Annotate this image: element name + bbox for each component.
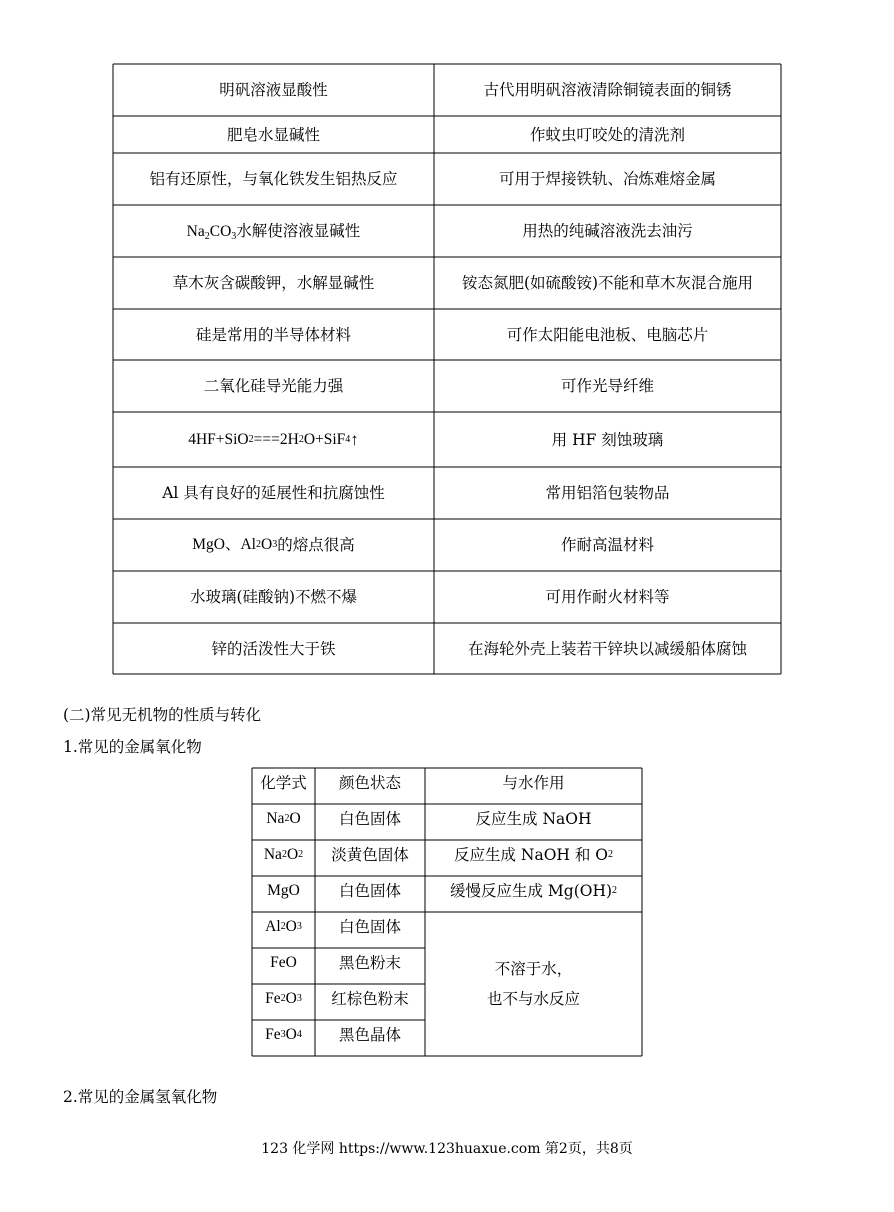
table1-cell-property: 硅是常用的半导体材料 <box>195 325 351 344</box>
table1-cell-application: 可作太阳能电池板、电脑芯片 <box>506 325 709 344</box>
table1-cell-application: 铵态氮肥(如硫酸铵)不能和草木灰混合施用 <box>461 274 754 292</box>
table2-formula: Fe 2 O 3 <box>265 990 302 1007</box>
table1-cell-application: 作耐高温材料 <box>560 536 654 554</box>
table1-cell-application: 用 HF 刻蚀玻璃 <box>551 430 664 449</box>
table1-cell-application: 用热的纯碱溶液洗去油污 <box>522 222 693 240</box>
table1-cell-application: 常用铝箔包装物品 <box>545 484 670 502</box>
table1-cell-property: 水玻璃(硅酸钠)不燃不爆 <box>189 588 358 606</box>
table2-formula: Fe 3 O 4 <box>265 1026 302 1043</box>
table2-water: 反应生成 NaOH <box>475 810 592 828</box>
table1-cell-equation: 4HF+SiO 2 ===2H 2 O+SiF 4 ↑ <box>188 429 359 449</box>
table1-cell-property: 肥皂水显碱性 <box>226 125 320 144</box>
table1-cell-application: 作蚊虫叮咬处的清洗剂 <box>529 125 685 144</box>
gas-up-arrow-icon: ↑ <box>350 429 359 449</box>
merged-line-1: 不溶于水， <box>494 960 573 978</box>
table1-cell-property: 锌的活泼性大于铁 <box>211 639 336 658</box>
table2-water: 缓慢反应生成 Mg(OH) 2 <box>449 882 618 900</box>
table1-cell-application: 古代用明矾溶液清除铜镜表面的铜锈 <box>483 81 732 99</box>
table1-cell-property: MgO、Al 2 O 3 的熔点很高 <box>192 536 355 554</box>
table2-formula: FeO <box>270 954 297 971</box>
table2-color: 白色固体 <box>338 810 401 828</box>
table1-cell-property: $Na_2CO_3$ 水解使溶液显碱性 <box>186 222 361 242</box>
table1-cell-application: 可作光导纤维 <box>560 377 654 395</box>
table2-water-merged <box>425 912 642 1056</box>
table1-cell-application: 可用作耐火材料等 <box>545 588 670 606</box>
table1-cell-application: 可用于焊接铁轨、冶炼难熔金属 <box>498 170 716 188</box>
sub-heading-metal-hydroxides: 2.常见的金属氢氧化物 <box>63 1088 218 1106</box>
table1-cell-application: 在海轮外壳上装若干锌块以减缓船体腐蚀 <box>467 639 747 658</box>
table2-color: 红棕色粉末 <box>331 990 409 1008</box>
table1-cell-property: 草木灰含碳酸钾，水解显碱性 <box>172 274 375 292</box>
table2-color: 淡黄色固体 <box>331 846 409 864</box>
table2-color: 白色固体 <box>338 882 401 900</box>
table1-cell-property: 铝有还原性，与氧化铁发生铝热反应 <box>149 170 398 188</box>
page-footer: 123 化学网 https://www.123huaxue.com 第2页，共8页 <box>261 1141 633 1157</box>
table1-cell-property: 二氧化硅导光能力强 <box>203 377 344 395</box>
table2-formula: MgO <box>267 882 300 899</box>
table2-formula: Al 2 O 3 <box>265 918 302 935</box>
table2-header-color: 颜色状态 <box>338 774 401 792</box>
section-heading: (二)常见无机物的性质与转化 <box>63 706 262 724</box>
table2-formula: Na 2 O <box>266 810 301 827</box>
table1-cell-property: 明矾溶液显酸性 <box>219 81 328 99</box>
table1-cell-property: Al 具有良好的延展性和抗腐蚀性 <box>162 484 385 502</box>
table2-formula: Na 2 O 2 <box>263 846 304 863</box>
table2-color: 黑色晶体 <box>338 1026 401 1044</box>
table2-header-water: 与水作用 <box>502 774 565 792</box>
table2-color: 黑色粉末 <box>338 954 401 972</box>
table2-water: 反应生成 NaOH 和 O 2 <box>453 846 614 864</box>
table2-color: 白色固体 <box>338 918 401 936</box>
merged-line-2: 也不与水反应 <box>486 990 580 1008</box>
sub-heading-metal-oxides: 1.常见的金属氧化物 <box>63 738 202 756</box>
formula-na2co3: $Na_2CO_3$ <box>186 222 237 242</box>
table2-header-formula: 化学式 <box>260 774 307 792</box>
